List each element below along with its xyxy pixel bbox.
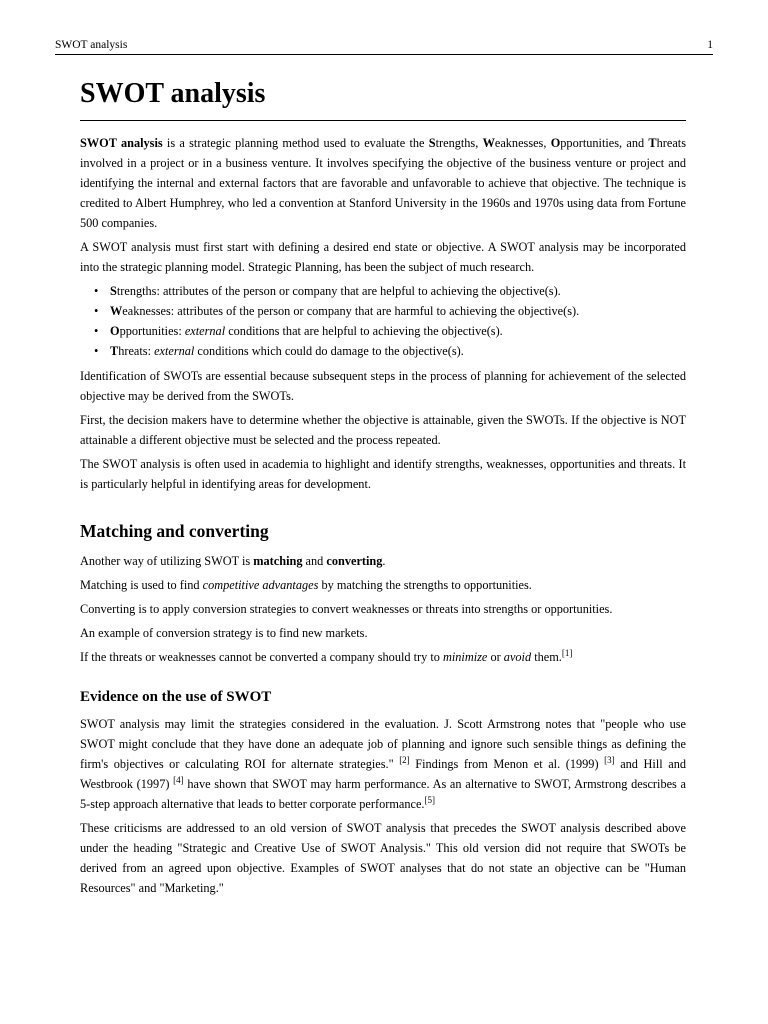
paragraph-evidence: SWOT analysis may limit the strategies considered in the evaluation. J. Scott Armstrong notes that "people who use SWOT might conclude that they have done an adequate job of planning and ignore such sensible things as defining the firm's objectives or calculating ROI for alternate strategies." [2] Findings from Menon et al. (1999) [3] and Hill and Westbrook (1997) [4] have shown that SWOT may harm performance. As an alternative to SWOT, Armstrong describes a 5-step approach alternative that leads to better corporate performance.[5] [80,717,686,811]
paragraph-matching-intro: Another way of utilizing SWOT is matching and converting. [80,554,386,568]
paragraph-decision-makers: First, the decision makers have to determine whether the objective is attainable, given the SWOTs. If the objective is NOT attainable a different objective must be selected and the process repeated. [80,413,686,447]
section-heading-matching: Matching and converting [80,521,269,541]
running-header-title: SWOT analysis [55,39,128,51]
reference-link-5[interactable]: [5] [424,794,435,805]
paragraph-academia: The SWOT analysis is often used in academia to highlight and identify strengths, weaknesses, opportunities and threats. It is particularly helpful in identifying areas for development. [80,457,686,491]
section-heading-evidence: Evidence on the use of SWOT [80,689,272,705]
reference-link-3[interactable]: [3] [604,754,615,765]
running-header [55,38,713,55]
paragraph-criticisms: These criticisms are addressed to an old version of SWOT analysis that precedes the SWOT analysis described above under the heading "Strategic and Creative Use of SWOT Analysis." This old version did not require that SWOTs be derived from an agreed upon objective. Examples of SWOT analyses that do not state an objective can be "Human Resources" and "Marketing." [80,821,686,895]
list-item: • Threats: external conditions which could do damage to the objective(s). [110,341,686,361]
paragraph-converting: Converting is to apply conversion strategies to convert weaknesses or threats into strengths or opportunities. [80,602,613,616]
list-item: • Weaknesses: attributes of the person or company that are harmful to achieving the objective(s). [110,301,686,321]
page-title: SWOT analysis [80,76,686,121]
intro-paragraph: SWOT analysis is a strategic planning method used to evaluate the Strengths, Weaknesses, Opportunities, and Threats involved in a project or in a business venture. It involves specifying the objective of the business venture or project and identifying the internal and external factors that are favorable and unfavorable to achieve that objective. The technique is credited to Albert Humphrey, who led a convention at Stanford University in the 1960s and 1970s using data from Fortune 500 companies. [80,136,686,230]
intro-term: SWOT analysis [80,136,163,150]
paragraph-identification: Identification of SWOTs are essential because subsequent steps in the process of planning for achievement of the selected objective may be derived from the SWOTs. [80,369,686,403]
reference-link-4[interactable]: [4] [173,774,184,785]
paragraph-conversion-example: An example of conversion strategy is to find new markets. [80,626,368,640]
paragraph-objective: A SWOT analysis must first start with defining a desired end state or objective. A SWOT analysis may be incorporated into the strategic planning model. Strategic Planning, has been the subject of much research. [80,240,686,274]
reference-link-1[interactable]: [1] [561,647,573,658]
list-item: • Strengths: attributes of the person or company that are helpful to achieving the objective(s). [110,281,686,301]
page-content [80,76,686,902]
reference-link-2[interactable]: [2] [399,754,410,765]
paragraph-minimize: If the threats or weaknesses cannot be converted a company should try to minimize or avoid them.[1] [80,647,573,664]
swot-list [80,281,686,361]
list-item: • Opportunities: external conditions that are helpful to achieving the objective(s). [110,321,686,341]
page-number: 1 [707,39,713,51]
paragraph-matching: Matching is used to find competitive advantages by matching the strengths to opportunities. [80,578,532,592]
